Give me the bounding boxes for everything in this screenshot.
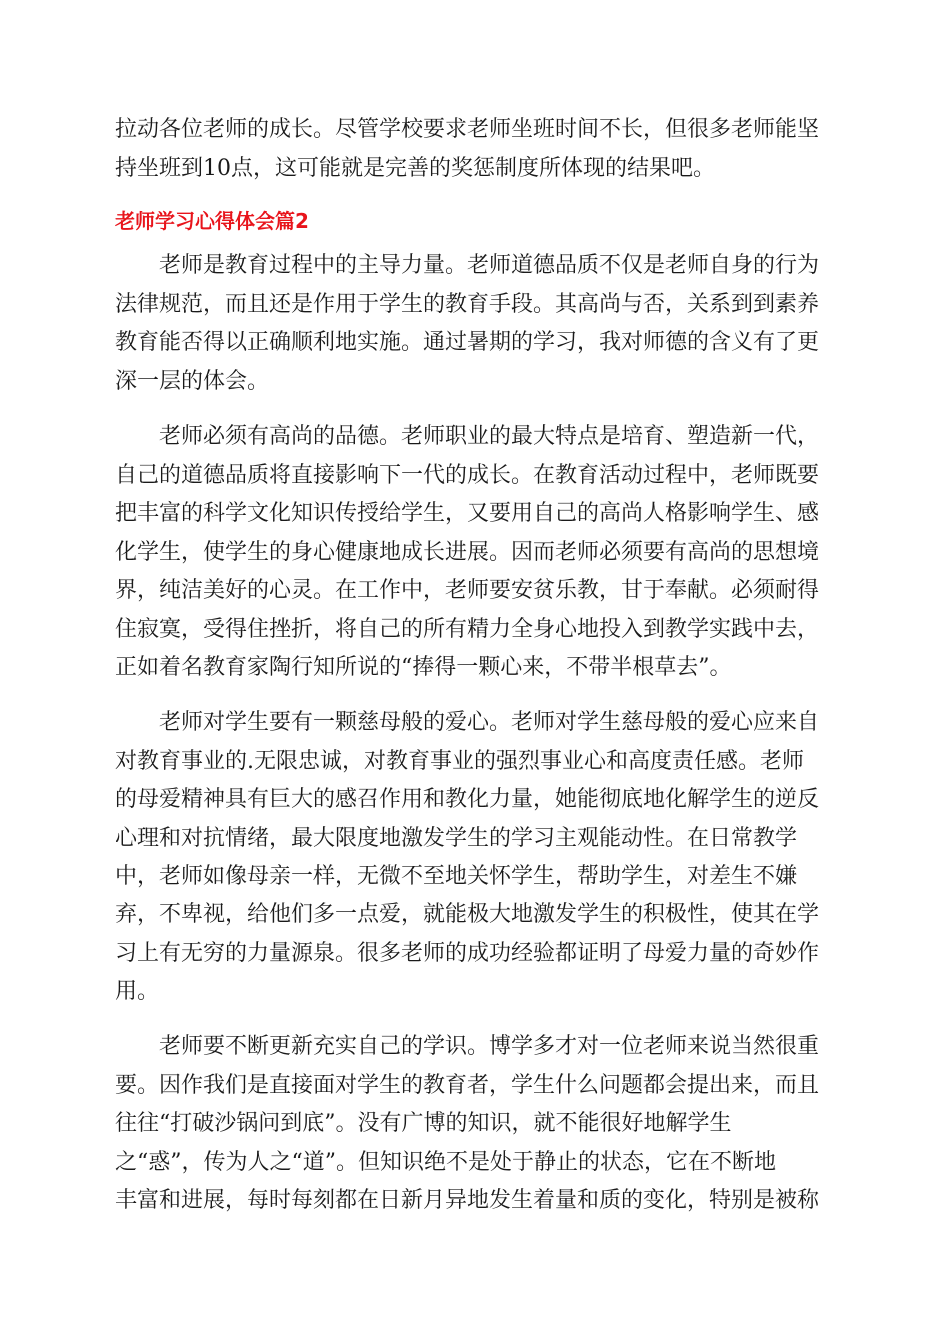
text-line-24: 往往“打破沙锅问到底”。没有广博的知识，就不能很好地解学生 xyxy=(115,1111,732,1136)
text-line-1: 拉动各位老师的成长。尽管学校要求老师坐班时间不长，但很多老师能坚 xyxy=(115,117,820,142)
text-line-17: 心理和对抗情绪，最大限度地激发学生的学习主观能动性。在日常教学 xyxy=(115,826,798,851)
text-line-21: 用。 xyxy=(115,979,160,1004)
text-line-23: 要。因作我们是直接面对学生的教育者，学生什么问题都会提出来，而且 xyxy=(115,1073,820,1098)
text-line-22: 老师要不断更新充实自己的学识。博学多才对一位老师来说当然很重 xyxy=(115,1034,820,1059)
text-line-19: 弃，不卑视，给他们多一点爱，就能极大地激发学生的积极性，使其在学 xyxy=(115,902,820,927)
text-line-14: 老师对学生要有一颗慈母般的爱心。老师对学生慈母般的爱心应来自 xyxy=(115,710,820,735)
text-line-9: 把丰富的科学文化知识传授给学生，又要用自己的高尚人格影响学生、感 xyxy=(115,501,820,526)
text-line-12: 住寂寞，受得住挫折，将自己的所有精力全身心地投入到教学实践中去， xyxy=(115,617,820,642)
text-line-18: 中，老师如像母亲一样，无微不至地关怀学生，帮助学生，对差生不嫌 xyxy=(115,864,798,889)
text-line-7: 老师必须有高尚的品德。老师职业的最大特点是培育、塑造新一代， xyxy=(115,424,820,449)
text-line-8: 自己的道德品质将直接影响下一代的成长。在教育活动过程中，老师既要 xyxy=(115,463,820,488)
text-line-3: 老师是教育过程中的主导力量。老师道德品质不仅是老师自身的行为 xyxy=(115,253,820,278)
text-line-26: 丰富和进展，每时每刻都在日新月异地发生着量和质的变化，特别是被称 xyxy=(115,1188,820,1213)
text-line-15: 对教育事业的.无限忠诚，对教育事业的强烈事业心和高度责任感。老师 xyxy=(115,749,804,774)
text-line-2: 持坐班到10点，这可能就是完善的奖惩制度所体现的结果吧。 xyxy=(115,156,715,181)
text-line-25: 之“惑”，传为人之“道”。但知识绝不是处于静止的状态，它在不断地 xyxy=(115,1150,776,1175)
text-line-5: 教育能否得以正确顺利地实施。通过暑期的学习，我对师德的含义有了更 xyxy=(115,330,820,355)
section-heading: 老师学习心得体会篇2 xyxy=(115,209,309,233)
text-line-16: 的母爱精神具有巨大的感召作用和教化力量，她能彻底地化解学生的逆反 xyxy=(115,787,820,812)
text-line-11: 界，纯洁美好的心灵。在工作中，老师要安贫乐教，甘于奉献。必须耐得 xyxy=(115,578,820,603)
text-line-13: 正如着名教育家陶行知所说的“捧得一颗心来，不带半根草去”。 xyxy=(115,655,732,680)
text-line-20: 习上有无穷的力量源泉。很多老师的成功经验都证明了母爱力量的奇妙作 xyxy=(115,941,820,966)
text-line-6: 深一层的体会。 xyxy=(115,369,270,394)
text-line-4: 法律规范，而且还是作用于学生的教育手段。其高尚与否，关系到到素养 xyxy=(115,292,820,317)
text-line-10: 化学生，使学生的身心健康地成长进展。因而老师必须要有高尚的思想境 xyxy=(115,540,820,565)
